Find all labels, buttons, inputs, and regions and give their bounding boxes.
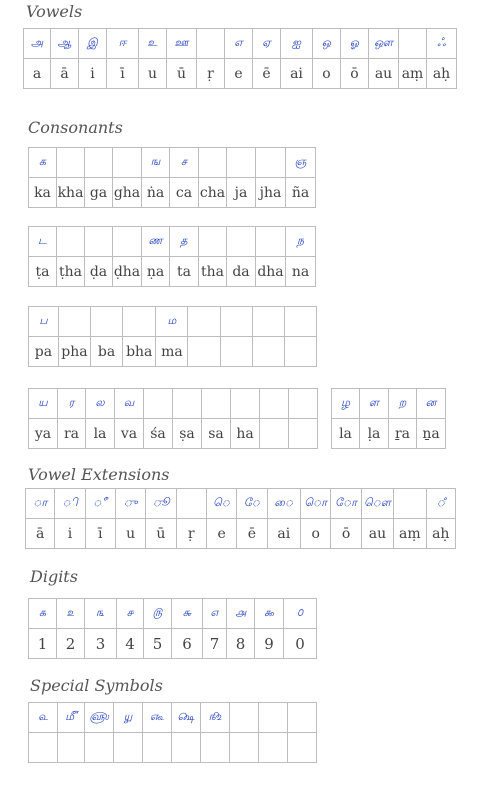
transliteration-cell: ḍha xyxy=(113,257,142,287)
transliteration-cell: bha xyxy=(123,337,156,367)
transliteration-cell: aṃ xyxy=(394,519,426,549)
glyph-cell: ஒ xyxy=(313,29,341,59)
transliteration-cell: i xyxy=(55,519,85,549)
glyph-cell xyxy=(289,389,318,419)
transliteration-cell: a xyxy=(24,59,51,89)
transliteration-cell: ṉa xyxy=(417,419,446,449)
glyph-cell xyxy=(202,389,231,419)
transliteration-cell: ṣa xyxy=(173,419,202,449)
glyph-cell xyxy=(188,307,220,337)
transliteration-cell: 2 xyxy=(57,629,85,659)
glyph-cell: க xyxy=(29,148,57,178)
transliteration-cell: da xyxy=(227,257,256,287)
glyph-cell: ஊ xyxy=(167,29,197,59)
glyph-cell: ே xyxy=(237,489,267,519)
transliteration-cell: ḍa xyxy=(85,257,113,287)
glyph-cell xyxy=(256,148,286,178)
digits-table xyxy=(28,598,317,659)
glyph-cell: உ xyxy=(139,29,167,59)
transliteration-cell xyxy=(172,733,201,763)
transliteration-cell: o xyxy=(313,59,341,89)
transliteration-cell: au xyxy=(369,59,399,89)
consonants-table-4 xyxy=(28,388,318,449)
transliteration-cell: gha xyxy=(113,178,142,208)
glyph-cell: ந xyxy=(286,227,316,257)
glyph-cell: ஏ xyxy=(253,29,281,59)
glyph-cell xyxy=(197,29,225,59)
transliteration-cell: ña xyxy=(286,178,316,208)
transliteration-cell: ē xyxy=(237,519,267,549)
glyph-cell: ௦ xyxy=(284,599,317,629)
glyph-cell xyxy=(227,227,256,257)
section-title-consonants: Consonants xyxy=(28,118,123,137)
glyph-cell xyxy=(57,148,85,178)
glyph-cell: ச xyxy=(170,148,199,178)
transliteration-cell: 0 xyxy=(284,629,317,659)
transliteration-cell: ḷa xyxy=(360,419,389,449)
glyph-cell: ஂ xyxy=(426,489,455,519)
glyph-cell: ௪ xyxy=(117,599,144,629)
glyph-cell: ங xyxy=(142,148,170,178)
special-symbols-table xyxy=(28,702,317,763)
glyph-cell: ௨ xyxy=(57,599,85,629)
transliteration-cell: ha xyxy=(231,419,260,449)
transliteration-cell: pa xyxy=(29,337,59,367)
transliteration-cell: tha xyxy=(199,257,227,287)
glyph-cell: ௩ xyxy=(85,599,117,629)
glyph-cell xyxy=(85,227,113,257)
transliteration-cell: ra xyxy=(58,419,86,449)
glyph-cell xyxy=(394,489,426,519)
transliteration-cell: 7 xyxy=(203,629,227,659)
section-title-vowels: Vowels xyxy=(26,2,83,21)
glyph-cell: ௭ xyxy=(203,599,227,629)
transliteration-cell: ī xyxy=(85,519,115,549)
glyph-cell xyxy=(259,703,288,733)
transliteration-cell: ṛ xyxy=(176,519,206,549)
section-title-vowel-extensions: Vowel Extensions xyxy=(28,465,170,484)
glyph-cell: ௫ xyxy=(144,599,172,629)
section-title-special-symbols: Special Symbols xyxy=(30,676,163,695)
transliteration-cell: kha xyxy=(57,178,85,208)
transliteration-cell: ā xyxy=(51,59,79,89)
glyph-cell: ௳ xyxy=(29,703,58,733)
glyph-cell xyxy=(227,148,256,178)
glyph-cell: ௴ xyxy=(58,703,85,733)
glyph-cell xyxy=(284,307,316,337)
transliteration-cell xyxy=(85,733,114,763)
consonants-tamil-table xyxy=(331,388,446,449)
glyph-cell xyxy=(230,703,259,733)
transliteration-cell: 5 xyxy=(144,629,172,659)
glyph-cell: ப xyxy=(29,307,59,337)
glyph-cell: ா xyxy=(26,489,55,519)
transliteration-cell xyxy=(58,733,85,763)
glyph-cell xyxy=(176,489,206,519)
transliteration-cell xyxy=(114,733,143,763)
transliteration-cell xyxy=(284,337,316,367)
glyph-cell: இ xyxy=(79,29,107,59)
transliteration-cell: aḥ xyxy=(426,519,455,549)
glyph-cell: ௸ xyxy=(172,703,201,733)
transliteration-cell: śa xyxy=(144,419,173,449)
glyph-cell xyxy=(58,307,90,337)
glyph-cell xyxy=(220,307,252,337)
transliteration-cell: ai xyxy=(281,59,313,89)
transliteration-cell xyxy=(188,337,220,367)
transliteration-cell: ṭa xyxy=(29,257,57,287)
transliteration-cell: 9 xyxy=(255,629,284,659)
glyph-cell: ஃ xyxy=(427,29,457,59)
glyph-cell xyxy=(252,307,284,337)
glyph-cell: ௧ xyxy=(29,599,57,629)
glyph-cell: ஈ xyxy=(107,29,139,59)
vowel-extensions-table xyxy=(25,488,456,549)
glyph-cell: ை xyxy=(267,489,300,519)
glyph-cell xyxy=(173,389,202,419)
transliteration-cell: aṃ xyxy=(399,59,427,89)
transliteration-cell: ṟa xyxy=(389,419,417,449)
glyph-cell: ட xyxy=(29,227,57,257)
transliteration-cell: pha xyxy=(58,337,90,367)
glyph-cell: ௶ xyxy=(114,703,143,733)
transliteration-cell: e xyxy=(225,59,253,89)
glyph-cell xyxy=(256,227,286,257)
glyph-cell: ற xyxy=(389,389,417,419)
glyph-cell: ஓ xyxy=(341,29,369,59)
transliteration-cell: ṇa xyxy=(142,257,170,287)
glyph-cell: ல xyxy=(86,389,115,419)
transliteration-cell: ca xyxy=(170,178,199,208)
glyph-cell: ய xyxy=(29,389,58,419)
transliteration-cell: e xyxy=(206,519,236,549)
glyph-cell xyxy=(113,148,142,178)
glyph-cell: ர xyxy=(58,389,86,419)
glyph-cell: ஞ xyxy=(286,148,316,178)
glyph-cell: ூ xyxy=(146,489,176,519)
consonants-table-3 xyxy=(28,306,317,367)
transliteration-cell xyxy=(260,419,289,449)
glyph-cell xyxy=(231,389,260,419)
section-title-digits: Digits xyxy=(30,567,78,586)
transliteration-cell xyxy=(201,733,230,763)
transliteration-cell: sa xyxy=(202,419,231,449)
glyph-cell: ெ xyxy=(206,489,236,519)
transliteration-cell: ṛ xyxy=(197,59,225,89)
transliteration-cell: 3 xyxy=(85,629,117,659)
glyph-cell xyxy=(57,227,85,257)
glyph-cell: ௷ xyxy=(143,703,172,733)
glyph-cell xyxy=(399,29,427,59)
glyph-cell: ள xyxy=(360,389,389,419)
glyph-cell: ஔ xyxy=(369,29,399,59)
transliteration-cell: va xyxy=(115,419,144,449)
transliteration-cell xyxy=(252,337,284,367)
transliteration-cell: dha xyxy=(256,257,286,287)
transliteration-cell: ē xyxy=(253,59,281,89)
glyph-cell xyxy=(199,148,227,178)
transliteration-cell: ka xyxy=(29,178,57,208)
transliteration-cell: 8 xyxy=(227,629,255,659)
glyph-cell: ௵ xyxy=(85,703,114,733)
transliteration-cell xyxy=(289,419,318,449)
transliteration-cell: u xyxy=(139,59,167,89)
glyph-cell xyxy=(123,307,156,337)
transliteration-cell: o xyxy=(301,519,331,549)
transliteration-cell: ō xyxy=(341,59,369,89)
glyph-cell: ஆ xyxy=(51,29,79,59)
transliteration-cell: u xyxy=(115,519,145,549)
glyph-cell: ன xyxy=(417,389,446,419)
glyph-cell: ோ xyxy=(331,489,361,519)
transliteration-cell: ma xyxy=(156,337,188,367)
transliteration-cell: ā xyxy=(26,519,55,549)
transliteration-cell: ṭha xyxy=(57,257,85,287)
transliteration-cell xyxy=(143,733,172,763)
transliteration-cell: aḥ xyxy=(427,59,457,89)
glyph-cell: ௺ xyxy=(201,703,230,733)
glyph-cell xyxy=(91,307,123,337)
transliteration-cell: 1 xyxy=(29,629,57,659)
transliteration-cell xyxy=(288,733,317,763)
transliteration-cell: ga xyxy=(85,178,113,208)
consonants-table-2 xyxy=(28,226,316,287)
transliteration-cell: ṅa xyxy=(142,178,170,208)
transliteration-cell: ū xyxy=(146,519,176,549)
transliteration-cell: 4 xyxy=(117,629,144,659)
glyph-cell xyxy=(85,148,113,178)
glyph-cell: ண xyxy=(142,227,170,257)
glyph-cell: ௌ xyxy=(361,489,393,519)
glyph-cell: ி xyxy=(55,489,85,519)
transliteration-cell: ī xyxy=(107,59,139,89)
transliteration-cell: ba xyxy=(91,337,123,367)
transliteration-cell: au xyxy=(361,519,393,549)
glyph-cell xyxy=(288,703,317,733)
transliteration-cell: cha xyxy=(199,178,227,208)
transliteration-cell xyxy=(29,733,58,763)
transliteration-cell: ō xyxy=(331,519,361,549)
transliteration-cell: ū xyxy=(167,59,197,89)
glyph-cell: த xyxy=(170,227,199,257)
glyph-cell: ௯ xyxy=(255,599,284,629)
glyph-cell: ௮ xyxy=(227,599,255,629)
transliteration-cell: 6 xyxy=(172,629,203,659)
transliteration-cell: jha xyxy=(256,178,286,208)
glyph-cell: ு xyxy=(115,489,145,519)
transliteration-cell: na xyxy=(286,257,316,287)
glyph-cell: ௬ xyxy=(172,599,203,629)
glyph-cell xyxy=(144,389,173,419)
transliteration-cell: la xyxy=(86,419,115,449)
transliteration-cell: ya xyxy=(29,419,58,449)
transliteration-cell: ai xyxy=(267,519,300,549)
glyph-cell: ஐ xyxy=(281,29,313,59)
transliteration-cell xyxy=(259,733,288,763)
transliteration-cell xyxy=(220,337,252,367)
transliteration-cell: ja xyxy=(227,178,256,208)
transliteration-cell xyxy=(230,733,259,763)
glyph-cell xyxy=(199,227,227,257)
glyph-cell: எ xyxy=(225,29,253,59)
glyph-cell: ம xyxy=(156,307,188,337)
glyph-cell: ழ xyxy=(332,389,360,419)
vowels-table xyxy=(23,28,457,89)
transliteration-cell: ta xyxy=(170,257,199,287)
glyph-cell: அ xyxy=(24,29,51,59)
glyph-cell: வ xyxy=(115,389,144,419)
glyph-cell xyxy=(113,227,142,257)
transliteration-cell: la xyxy=(332,419,360,449)
consonants-table-1 xyxy=(28,147,316,208)
glyph-cell xyxy=(260,389,289,419)
transliteration-cell: i xyxy=(79,59,107,89)
glyph-cell: ொ xyxy=(301,489,331,519)
glyph-cell: ீ xyxy=(85,489,115,519)
